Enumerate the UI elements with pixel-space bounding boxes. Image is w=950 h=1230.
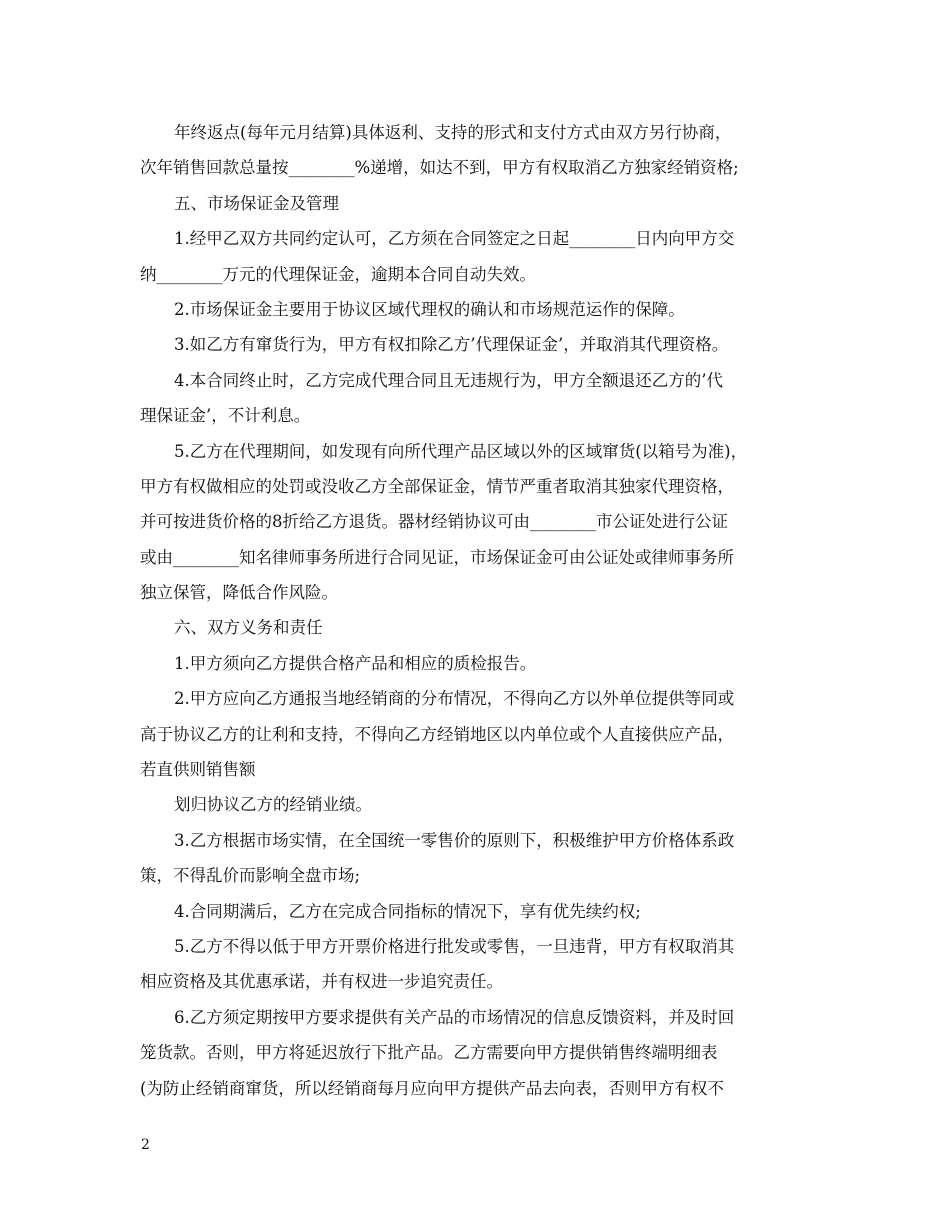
- text-line: 并可按进货价格的8折给乙方退货。器材经销协议可由________市公证处进行公证: [140, 512, 728, 532]
- text-line: 5.乙方不得以低于甲方开票价格进行批发或零售，一旦违背，甲方有权取消其: [174, 936, 735, 956]
- text-line: 独立保管，降低合作风险。: [140, 583, 338, 603]
- text-line: 3.如乙方有窜货行为，甲方有权扣除乙方’代理保证金’，并取消其代理资格。: [174, 335, 729, 355]
- text-line: 策，不得乱价而影响全盘市场;: [140, 866, 361, 886]
- text-line: 5.乙方在代理期间，如发现有向所代理产品区域以外的区域窜货(以箱号为准)，: [174, 441, 748, 461]
- text-line: 甲方有权做相应的处罚或没收乙方全部保证金，情节严重者取消其独家代理资格，: [140, 476, 734, 496]
- text-line: 理保证金’，不计利息。: [140, 406, 311, 426]
- text-line: 4.合同期满后，乙方在完成合同指标的情况下，享有优先续约权;: [174, 901, 641, 921]
- text-line: 五、市场保证金及管理: [174, 193, 339, 213]
- text-line: 年终返点(每年元月结算)具体返利、支持的形式和支付方式由双方另行协商，: [174, 123, 732, 142]
- text-line: 次年销售回款总量按________%递增，如达不到，甲方有权取消乙方独家经销资格;: [140, 158, 739, 178]
- page-number: 2: [141, 1137, 150, 1153]
- text-line: 6.乙方须定期按甲方要求提供有关产品的市场情况的信息反馈资料，并及时回: [174, 1007, 735, 1027]
- text-line: (为防止经销商窜货，所以经销商每月应向甲方提供产品去向表，否则甲方有权不: [140, 1078, 724, 1098]
- text-line: 纳________万元的代理保证金，逾期本合同自动失效。: [140, 264, 536, 284]
- text-line: 划归协议乙方的经销业绩。: [174, 795, 372, 815]
- text-line: 2.甲方应向乙方通报当地经销商的分布情况，不得向乙方以外单位提供等同或: [174, 689, 735, 709]
- text-line: 高于协议乙方的让利和支持，不得向乙方经销地区以内单位或个人直接供应产品，: [140, 724, 734, 744]
- text-line: 3.乙方根据市场实情，在全国统一零售价的原则下，积极维护甲方价格体系政: [174, 830, 735, 850]
- text-line: 若直供则销售额: [140, 760, 256, 780]
- text-line: 4.本合同终止时，乙方完成代理合同且无违规行为，甲方全额退还乙方的’代: [174, 370, 723, 390]
- text-line: 2.市场保证金主要用于协议区域代理权的确认和市场规范运作的保障。: [174, 299, 685, 319]
- text-line: 相应资格及其优惠承诺，并有权进一步追究责任。: [140, 972, 503, 992]
- text-line: 1.经甲乙双方共同约定认可，乙方须在合同签定之日起________日内向甲方交: [174, 229, 735, 249]
- text-line: 或由________知名律师事务所进行合同见证，市场保证金可由公证处或律师事务所: [140, 547, 734, 567]
- text-line: 六、双方义务和责任: [174, 618, 323, 638]
- text-line: 笼货款。否则，甲方将延迟放行下批产品。乙方需要向甲方提供销售终端明细表: [140, 1043, 718, 1063]
- text-line: 1.甲方须向乙方提供合格产品和相应的质检报告。: [174, 653, 537, 673]
- document-body: [140, 115, 820, 1106]
